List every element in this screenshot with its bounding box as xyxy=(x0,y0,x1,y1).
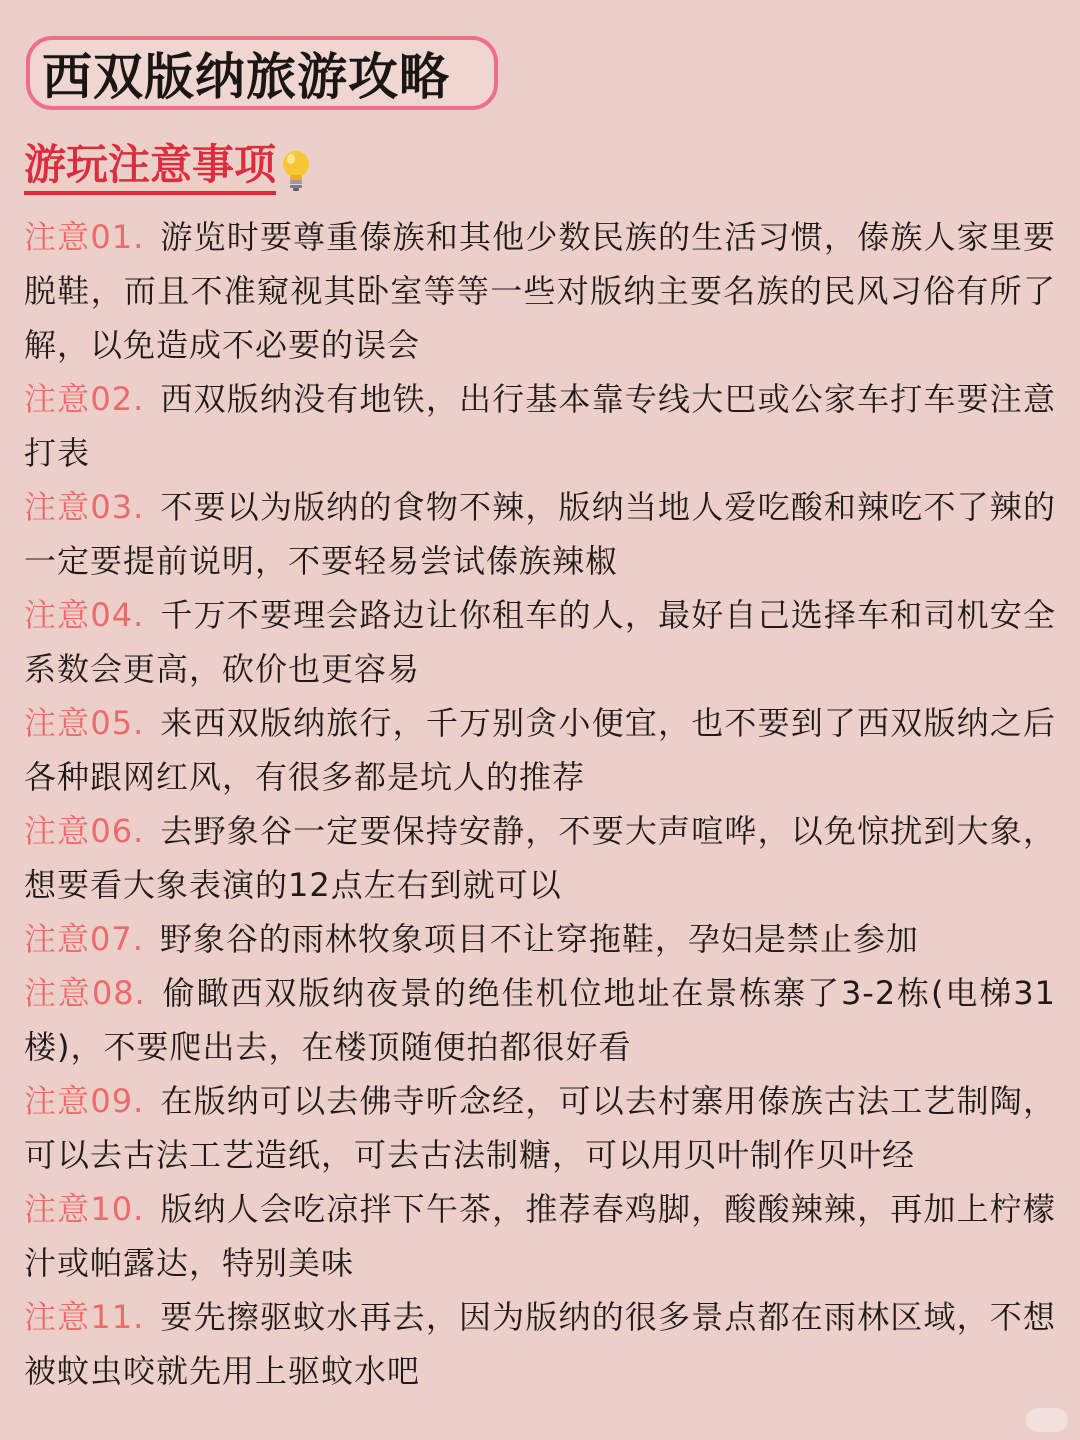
note-item xyxy=(24,804,1056,912)
note-label: 注意01. xyxy=(24,218,145,256)
note-text: 在版纳可以去佛寺听念经，可以去村寨用傣族古法工艺制陶，可以去古法工艺造纸，可去古法制糖，可以用贝叶制作贝叶经 xyxy=(24,1082,1056,1174)
note-label: 注意04. xyxy=(24,596,145,634)
note-item xyxy=(24,210,1056,372)
title-box xyxy=(26,36,498,110)
note-label: 注意06. xyxy=(24,812,145,850)
section-header xyxy=(24,140,312,195)
note-item xyxy=(24,1290,1056,1398)
note-item xyxy=(24,372,1056,480)
note-item xyxy=(24,588,1056,696)
note-text: 不要以为版纳的食物不辣，版纳当地人爱吃酸和辣吃不了辣的一定要提前说明，不要轻易尝试傣族辣椒 xyxy=(24,488,1056,580)
lightbulb-icon xyxy=(280,149,312,193)
note-item xyxy=(24,480,1056,588)
note-label: 注意07. xyxy=(24,920,144,958)
note-label: 注意11. xyxy=(24,1298,145,1336)
note-label: 注意08. xyxy=(24,974,146,1012)
note-label: 注意09. xyxy=(24,1082,145,1120)
page-title: 西双版纳旅游攻略 xyxy=(42,48,450,106)
note-text: 西双版纳没有地铁，出行基本靠专线大巴或公家车打车要注意打表 xyxy=(24,380,1056,472)
note-text: 偷瞰西双版纳夜景的绝佳机位地址在景栋寨了3-2栋(电梯31楼)，不要爬出去，在楼顶随便拍都很好看 xyxy=(24,974,1056,1066)
note-item xyxy=(24,912,1056,966)
note-text: 版纳人会吃凉拌下午茶，推荐春鸡脚，酸酸辣辣，再加上柠檬汁或帕露达，特别美味 xyxy=(24,1190,1056,1282)
note-item xyxy=(24,696,1056,804)
section-heading: 游玩注意事项 xyxy=(24,140,276,195)
note-item xyxy=(24,1182,1056,1290)
note-item xyxy=(24,1074,1056,1182)
note-text: 野象谷的雨林牧象项目不让穿拖鞋，孕妇是禁止参加 xyxy=(159,920,919,958)
note-text: 要先擦驱蚊水再去，因为版纳的很多景点都在雨林区域，不想被蚊虫咬就先用上驱蚊水吧 xyxy=(24,1298,1056,1390)
note-text: 千万不要理会路边让你租车的人，最好自己选择车和司机安全系数会更高，砍价也更容易 xyxy=(24,596,1056,688)
note-text: 来西双版纳旅行，千万别贪小便宜，也不要到了西双版纳之后各种跟网红风，有很多都是坑人的推荐 xyxy=(24,704,1056,796)
note-label: 注意02. xyxy=(24,380,145,418)
note-label: 注意10. xyxy=(24,1190,145,1228)
note-text: 游览时要尊重傣族和其他少数民族的生活习惯，傣族人家里要脱鞋，而且不准窥视其卧室等等一些对版纳主要名族的民风习俗有所了解，以免造成不必要的误会 xyxy=(24,218,1056,364)
note-label: 注意05. xyxy=(24,704,145,742)
notes-list xyxy=(24,210,1056,1398)
watermark xyxy=(1026,1408,1068,1432)
note-item xyxy=(24,966,1056,1074)
note-text: 去野象谷一定要保持安静，不要大声喧哗，以免惊扰到大象，想要看大象表演的12点左右到就可以 xyxy=(24,812,1056,904)
note-label: 注意03. xyxy=(24,488,145,526)
